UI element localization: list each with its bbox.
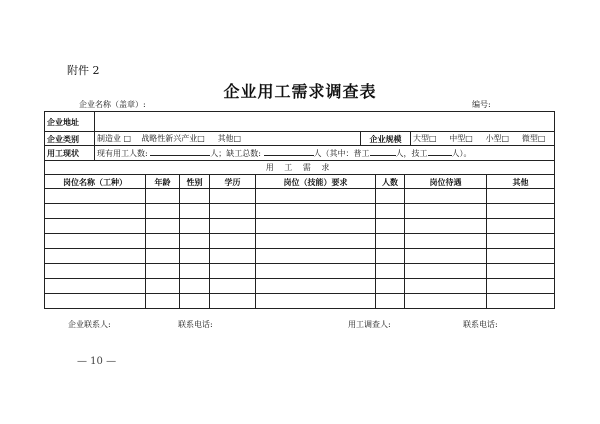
category-label: 企业类别 [45,132,95,146]
table-cell[interactable] [146,189,180,204]
table-cell[interactable] [45,249,146,264]
table-cell[interactable] [256,234,376,249]
table-cell[interactable] [256,294,376,309]
table-cell[interactable] [146,294,180,309]
number-label: 编号: [472,100,491,109]
demand-rows [45,189,555,309]
status-end: 人）。 [451,149,472,158]
demand-table [44,160,555,309]
table-cell[interactable] [180,279,210,294]
table-row [45,234,555,249]
table-cell[interactable] [45,279,146,294]
info-table [44,111,555,161]
header-requirements: 岗位（技能）要求 [256,175,376,189]
table-cell[interactable] [487,249,555,264]
header-benefits: 岗位待遇 [405,175,487,189]
status-shortage: 人；缺工总数: [210,149,261,158]
table-cell[interactable] [256,219,376,234]
table-cell[interactable] [405,234,487,249]
table-cell[interactable] [146,234,180,249]
status-tech: 人，技工 [395,149,428,158]
table-cell[interactable] [487,204,555,219]
table-cell[interactable] [256,204,376,219]
demand-section-title: 用 工 需 求 [45,161,555,175]
table-cell[interactable] [376,294,405,309]
header-count: 人数 [376,175,405,189]
table-cell[interactable] [210,249,256,264]
table-cell[interactable] [405,204,487,219]
table-row [45,249,555,264]
demand-header-row [45,175,555,189]
footer-phone-2: 联系电话: [463,320,498,329]
scale-micro[interactable]: 微型□ [521,133,546,143]
table-cell[interactable] [487,234,555,249]
tech-count-blank[interactable] [428,146,452,156]
table-cell[interactable] [210,204,256,219]
table-row [45,264,555,279]
table-cell[interactable] [256,264,376,279]
table-row [45,219,555,234]
table-cell[interactable] [376,279,405,294]
table-cell[interactable] [210,279,256,294]
table-cell[interactable] [256,189,376,204]
scale-label: 企业规模 [361,132,411,146]
table-cell[interactable] [487,294,555,309]
table-row [45,294,555,309]
table-cell[interactable] [180,249,210,264]
status-line[interactable] [95,146,555,161]
table-cell[interactable] [376,219,405,234]
table-row [45,189,555,204]
page-number: — 10 — [77,356,117,367]
category-options[interactable] [95,132,361,146]
table-cell[interactable] [45,219,146,234]
scale-large[interactable]: 大型□ [413,133,437,143]
table-cell[interactable] [180,234,210,249]
header-education: 学历 [210,175,256,189]
table-cell[interactable] [210,234,256,249]
table-cell[interactable] [405,249,487,264]
header-gender: 性别 [180,175,210,189]
table-cell[interactable] [405,219,487,234]
table-cell[interactable] [45,234,146,249]
table-cell[interactable] [405,294,487,309]
category-manufacturing[interactable]: 制造业 □ [97,133,132,143]
table-cell[interactable] [210,294,256,309]
table-cell[interactable] [210,264,256,279]
table-cell[interactable] [210,219,256,234]
status-label: 用工现状 [45,146,95,161]
table-cell[interactable] [376,204,405,219]
general-count-blank[interactable] [370,146,396,156]
table-cell[interactable] [180,204,210,219]
table-row [45,204,555,219]
table-cell[interactable] [45,264,146,279]
table-cell[interactable] [376,249,405,264]
address-label: 企业地址 [45,112,95,132]
table-cell[interactable] [405,264,487,279]
table-cell[interactable] [146,219,180,234]
header-age: 年龄 [146,175,180,189]
scale-small[interactable]: 小型□ [485,133,510,143]
table-cell[interactable] [146,279,180,294]
category-emerging[interactable]: 战略性新兴产业□ [141,133,205,143]
table-cell[interactable] [376,264,405,279]
shortage-count-blank[interactable] [264,146,314,156]
current-count-blank[interactable] [150,146,210,156]
table-cell[interactable] [256,249,376,264]
table-cell[interactable] [487,219,555,234]
table-cell[interactable] [210,189,256,204]
table-cell[interactable] [256,279,376,294]
footer-contact: 企业联系人: [68,320,111,329]
table-cell[interactable] [45,204,146,219]
table-cell[interactable] [487,279,555,294]
address-field[interactable] [95,112,555,132]
footer-surveyor: 用工调查人: [348,320,391,329]
table-cell[interactable] [376,189,405,204]
table-cell[interactable] [180,264,210,279]
scale-options[interactable] [411,132,555,146]
category-other[interactable]: 其他□ [217,133,242,143]
table-row [45,279,555,294]
company-name-label: 企业名称（盖章）: [79,100,146,109]
table-cell[interactable] [146,204,180,219]
table-cell[interactable] [45,189,146,204]
attachment-label: 附件 2 [67,64,100,77]
table-cell[interactable] [180,189,210,204]
header-position: 岗位名称（工种） [45,175,146,189]
table-cell[interactable] [45,294,146,309]
table-cell[interactable] [487,264,555,279]
footer-phone-1: 联系电话: [178,320,213,329]
status-current: 现有用工人数: [97,149,148,158]
table-cell[interactable] [146,249,180,264]
table-cell[interactable] [146,264,180,279]
status-general: 人（其中：普工 [313,149,370,158]
header-other: 其他 [487,175,555,189]
table-cell[interactable] [376,234,405,249]
table-cell[interactable] [487,189,555,204]
table-cell[interactable] [180,219,210,234]
page-title: 企业用工需求调查表 [223,82,377,101]
table-cell[interactable] [405,279,487,294]
scale-medium[interactable]: 中型□ [449,133,473,143]
survey-form [44,111,554,318]
table-cell[interactable] [405,189,487,204]
table-cell[interactable] [180,294,210,309]
